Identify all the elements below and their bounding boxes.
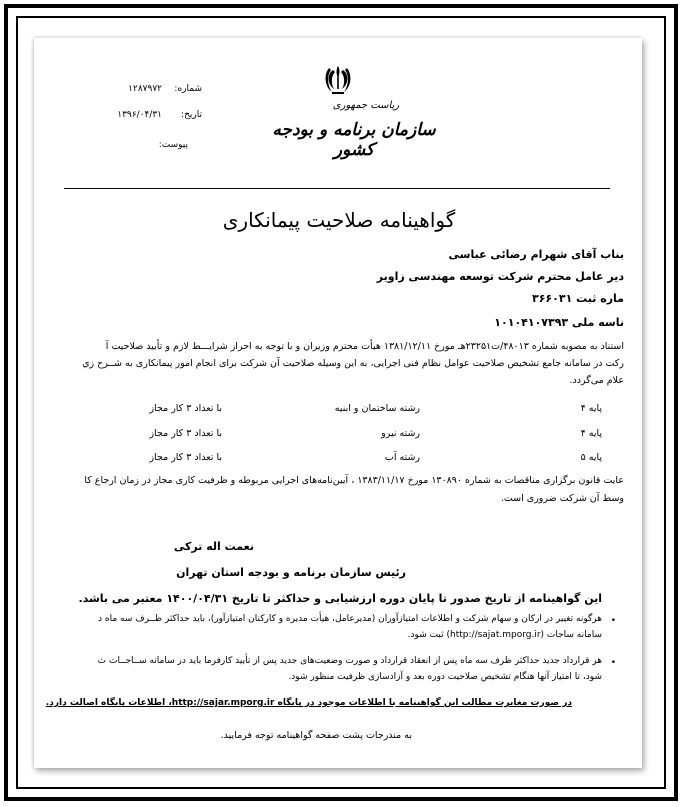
registration-number: ماره ثبت ۳۶۶۰۳۱ — [532, 292, 624, 305]
signatory-name: نعمت اله ترکی — [173, 540, 254, 553]
license-field: رشته ساختمان و ابنیه — [334, 403, 420, 414]
note-item — [42, 611, 602, 643]
license-field: رشته نیرو — [381, 428, 420, 439]
license-grade: پایه ۴ — [580, 428, 602, 439]
org-name: سازمان برنامه و بودجه کشور — [272, 120, 436, 160]
note-item — [42, 653, 602, 685]
intro-line-3: علام می‌گردد. — [569, 375, 624, 386]
footer-note: به مندرجات پشت صفحه گواهینامه توجه فرمایید. — [220, 730, 412, 741]
note-line: شود، تا امتیاز آنها هنگام تشخیص صلاحیت دوره بعد و آزادسازی ظرفیت منظور شود. — [288, 672, 602, 682]
certificate-page — [34, 38, 642, 768]
license-capacity: با تعداد ۳ کار مجاز — [149, 452, 222, 463]
attachment-label: پیوست: — [158, 140, 188, 150]
number-value: ۱۲۸۷۹۷۲ — [128, 84, 162, 94]
license-field: رشته آب — [384, 452, 420, 463]
intro-line-2: رکت در سامانه جامع تشخیص صلاحیت عوامل نظام فنی اجرایی، به این وسیله صلاحیت آن شرکت برای انجام امور پیمانکاری به شــرح زي — [82, 358, 624, 369]
certificate-title: گواهینامه صلاحیت پیمانکاری — [222, 208, 456, 232]
note-line: سامانه ساجات (http://sajat.mporg.ir) ثبت شود. — [407, 630, 602, 640]
intro-line-1: استناد به مصوبه شماره ۴۸۰۱۳/ت۲۳۲۵۱هـ مورخ ۱۳۸۱/۱۲/۱۱ هیأت محترم وزیران و با توجه به احراز شرایـــط لازم و تأیید صلاحیت آ — [105, 341, 624, 352]
license-capacity: با تعداد ۳ کار مجاز — [149, 403, 222, 414]
org-line-presidency: ریاست جمهوری — [332, 100, 400, 111]
note-bullet: • — [610, 658, 616, 668]
license-capacity: با تعداد ۳ کار مجاز — [149, 428, 222, 439]
header-divider — [64, 188, 610, 189]
note-line: هر قرارداد جدید حداکثر ظرف سه ماه پس از انعقاد قرارداد و صورت وضعیت‌های جدید پس از تأیید کارفرما باید در سامانه ســاجــات ث — [97, 656, 602, 666]
recipient-name: بناب آقای شهرام رضائی عباسی — [448, 248, 624, 261]
date-value: ۱۳۹۶/۰۴/۳۱ — [117, 110, 162, 120]
note-line: هرگونه تغییر در ارکان و سهام شرکت و اطلاعات امتیازآوران (مدیرعامل، هیأت مدیره و کارکنان امتیازآور)، باید حداکثر ظــرف سه ماه د — [98, 614, 602, 624]
license-grade: پایه ۴ — [580, 403, 602, 414]
validity-statement: این گواهینامه از تاریخ صدور تا پایان دوره ارزشیابی و حداکثر تا تاریخ ۱۴۰۰/۰۴/۳۱ معتبر می باشد. — [78, 592, 602, 605]
law-line-2: وسط آن شرکت ضروری است. — [500, 493, 624, 504]
note-bullet: • — [610, 616, 616, 626]
authenticity-warning: در صورت مغایرت مطالب این گواهینامه با اطلاعات موجود در پایگاه http://sajar.mporg.ir، اطلاعات پایگاه اصالت دارد. — [45, 698, 572, 708]
signatory-position: رئیس سازمان برنامه و بودجه استان تهران — [176, 566, 406, 579]
license-grade: پایه ۵ — [580, 452, 602, 463]
recipient-position: دیر عامل محترم شرکت توسعه مهندسی زاویر — [376, 270, 624, 283]
national-id: ناسه ملی ۱۰۱۰۴۱۰۷۳۹۳ — [494, 316, 624, 329]
law-line-1: عایت قانون برگزاری مناقصات به شماره ۱۳۰۸۹۰ مورخ ۱۳۸۳/۱۱/۱۷ ، آیین‌نامه‌های اجرایی مربوطه و ظرفیت کاری مجاز در زمان ارجاع کا — [84, 475, 624, 486]
date-label: تاریخ: — [181, 110, 202, 120]
iran-emblem-icon — [324, 64, 352, 98]
number-label: شماره: — [174, 84, 202, 94]
